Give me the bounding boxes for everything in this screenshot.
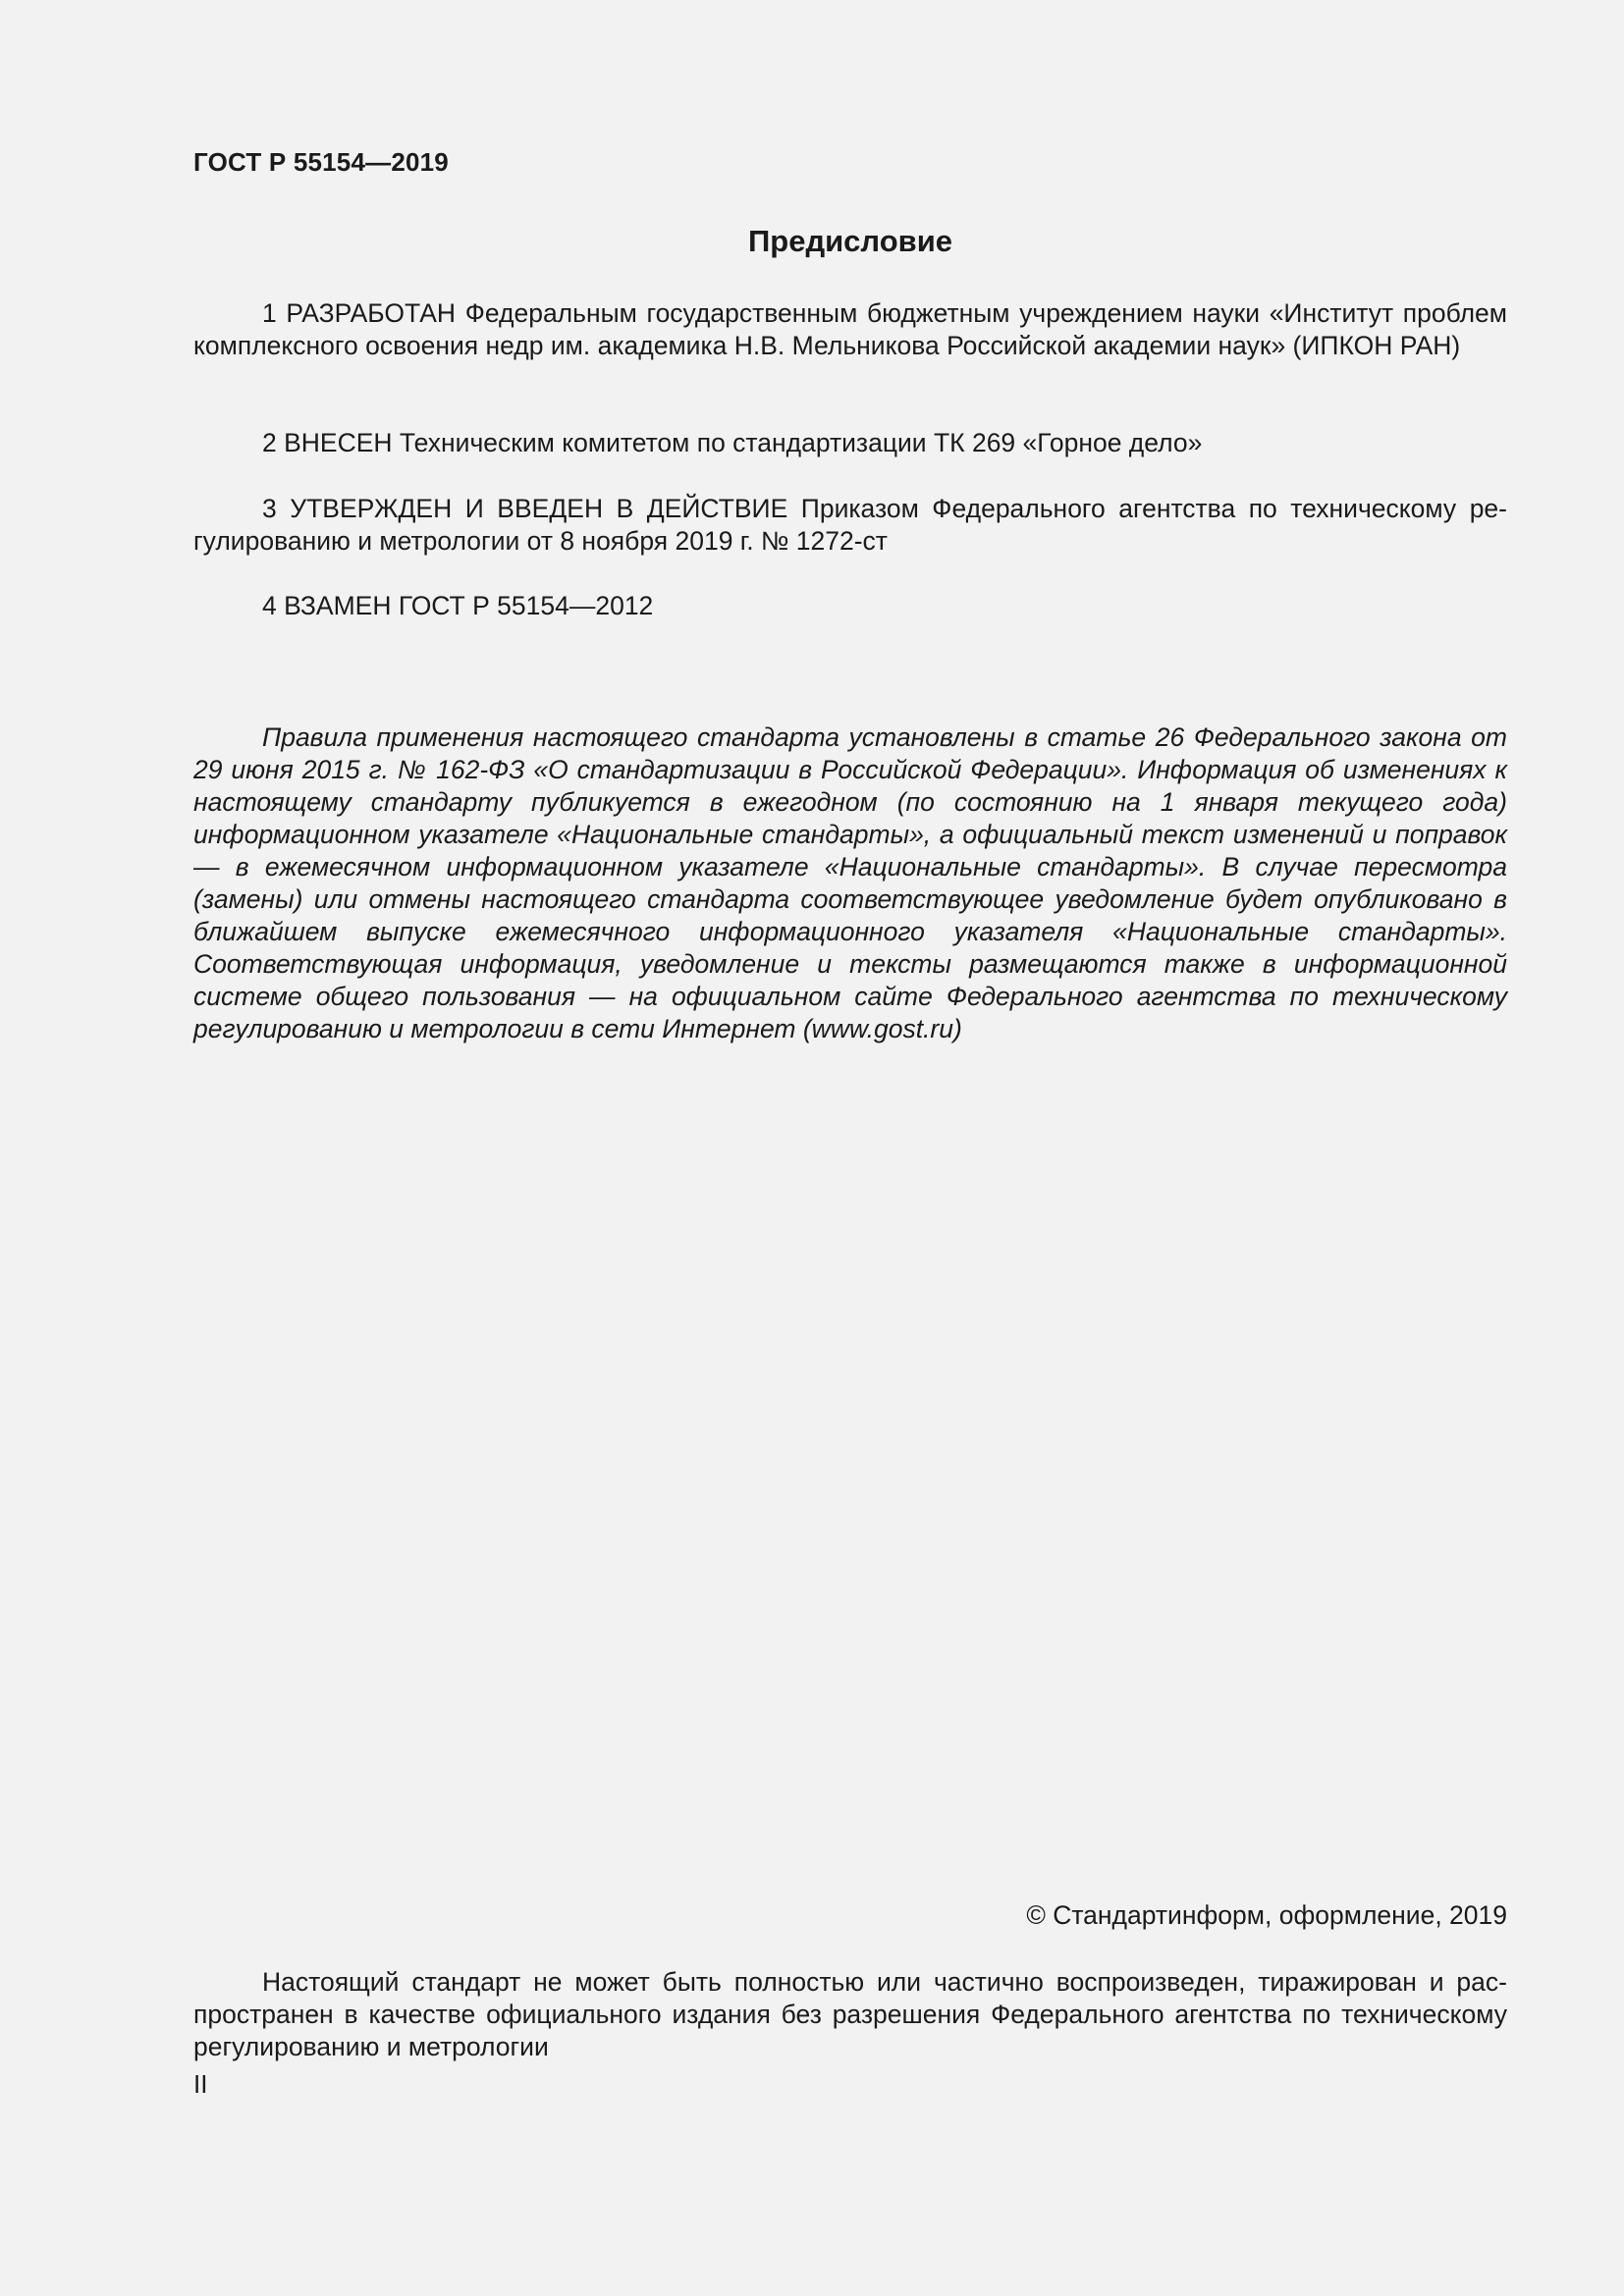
section-title: Предисловие xyxy=(747,224,952,258)
foreword-item-2: 2 ВНЕСЕН Техническим комитетом по стандартизации ТК 269 «Горное дело» xyxy=(262,428,1203,457)
rules-note: Правила применения настоящего стандарта установлены в статье 26 Федерального закона от 29 июня 2015 г. № 162-ФЗ «О стандартизации в Российской Федерации». Информация об изменениях к настоящему стандарту публикуется в ежегодном (по состоянию на 1 января текущего года) информационном указателе «Национальные стандарты», а официальный текст изменений и поправок — в ежемесячном информационном указателе «Национальные стандарты». В случае пересмотра (замены) или отмены настоящего стандарта соответствующее уведомление будет опубликовано в ближайшем выпуске ежемесячного информационного указателя «Национальные стандарты». Соответствующая информация, уведомление и тексты размещаются также в информационной системе общего пользования — на официальном сайте Федерального агентства по техническому регулированию и метрологии в сети Интернет (www.gost.ru) xyxy=(193,722,1507,1043)
page-number: II xyxy=(193,2069,208,2099)
foreword-item-1: 1 РАЗРАБОТАН Федеральным государственным бюджетным учреждением науки «Институт проблем комплексного освоения недр им. академика Н.В. Мельникова Российской академии наук» (ИПКОН РАН) xyxy=(193,298,1507,360)
foreword-item-3: 3 УТВЕРЖДЕН И ВВЕДЕН В ДЕЙСТВИЕ Приказом Федерального агентства по техническому регулированию и метрологии от 8 ноября 2019 г. № 1272-ст xyxy=(193,494,1507,556)
copyright-line: © Стандартинформ, оформление, 2019 xyxy=(1026,1900,1507,1930)
reproduction-notice: Настоящий стандарт не может быть полностью или частично воспроизведен, тиражирован и распространен в качестве официального издания без разрешения Федерального агентства по техническому регулированию и метрологии xyxy=(193,1967,1507,2061)
foreword-item-4: 4 ВЗАМЕН ГОСТ Р 55154—2012 xyxy=(262,591,654,620)
document-code-header: ГОСТ Р 55154—2019 xyxy=(193,147,449,177)
